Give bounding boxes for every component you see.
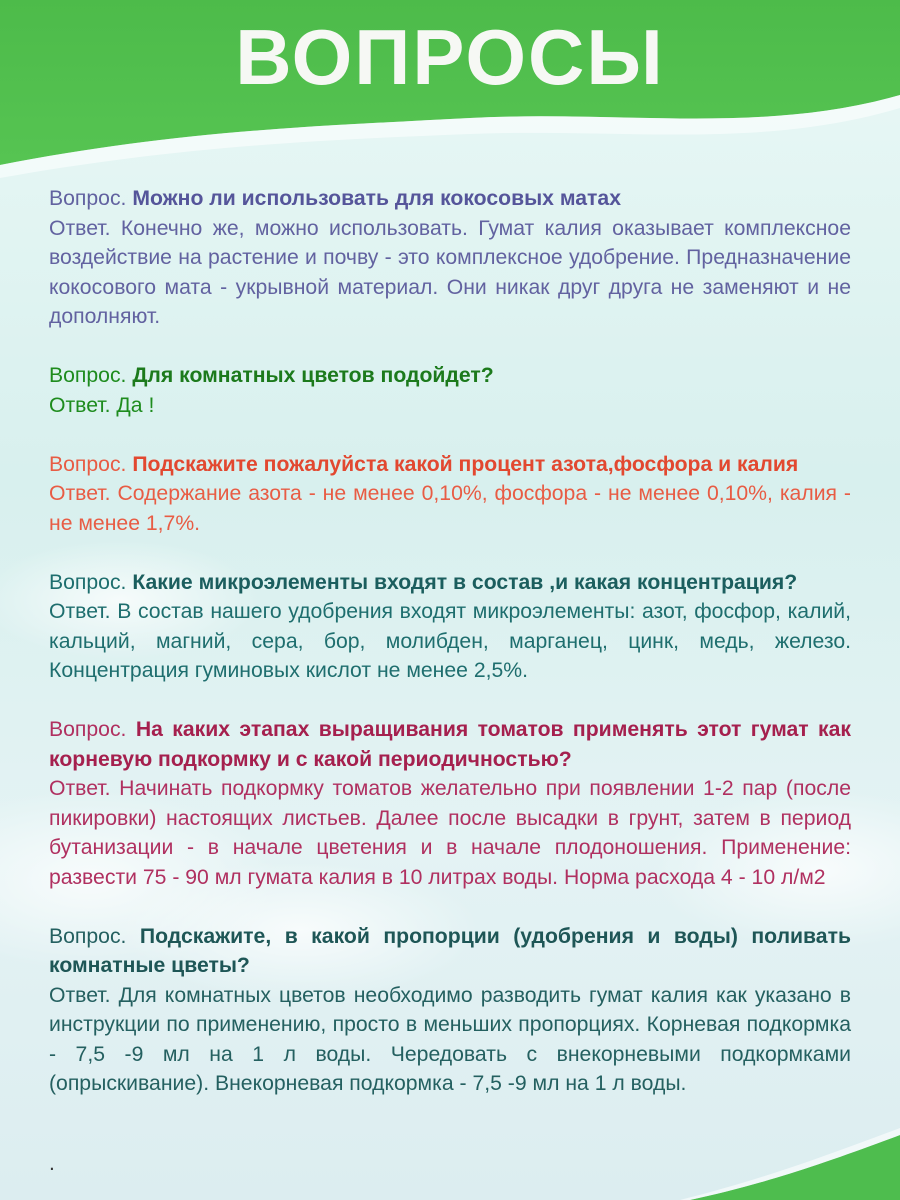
answer-text: Содержание азота - не менее 0,10%, фосфора - не менее 0,10%, калия - не менее 1,7%.: [49, 482, 851, 535]
qa-item: [49, 715, 851, 892]
trailing-mark: .: [49, 1152, 55, 1175]
answer-label: Ответ.: [49, 393, 111, 417]
answer-text: В состав нашего удобрения входят микроэлементы: азот, фосфор, калий, кальций, магний, сера, бор, молибден, марганец, цинк, медь, железо. Концентрация гуминовых кислот не менее 2,5%.: [49, 600, 852, 682]
answer-text: Начинать подкормку томатов желательно при появлении 1-2 пар (после пикировки) настоящих листьев. Далее после высадки в грунт, затем в период бутанизации - в начале цветения и в начале плодоношения. Применение: развести 75 - 90 мл гумата калия в 10 литрах воды. Норма расхода 4 - 10 л/м2: [49, 777, 851, 889]
qa-item: [49, 184, 851, 332]
question-label: Вопрос.: [49, 924, 127, 948]
footer-wave: [0, 1135, 900, 1200]
question-text: Подскажите пожалуйста какой процент азота,фосфора и калия: [132, 452, 799, 476]
answer-text: Конечно же, можно использовать. Гумат калия оказывает комплексное воздействие на растение и почву - это комплексное удобрение. Предназначение кокосового мата - укрывной материал. Они никак друг друга не заменяют и не дополняют.: [49, 216, 851, 328]
answer: [49, 981, 851, 1099]
qa-list: [49, 184, 851, 1128]
answer: [49, 214, 851, 332]
answer: [49, 479, 851, 538]
answer-label: Ответ.: [49, 482, 111, 505]
answer-label: Ответ.: [49, 216, 111, 240]
answer-text: Да !: [116, 393, 155, 417]
question-label: Вопрос.: [49, 570, 127, 594]
qa-item: [49, 450, 851, 539]
answer-text: Для комнатных цветов необходимо разводить гумат калия как указано в инструкции по применению, просто в меньших пропорциях. Корневая подкормка - 7,5 -9 мл на 1 л воды. Чередовать с внекорневыми подкормками (опрыскивание). Внекорневая подкормка - 7,5 -9 мл на 1 л воды.: [49, 983, 851, 1095]
answer-label: Ответ.: [49, 600, 111, 623]
answer: [49, 391, 851, 421]
answer-label: Ответ.: [49, 777, 111, 800]
question-label: Вопрос.: [49, 364, 127, 387]
question: [49, 361, 851, 391]
question: [49, 184, 851, 214]
question-text: Для комнатных цветов подойдет?: [132, 364, 494, 387]
answer: [49, 774, 851, 892]
question-text: Какие микроэлементы входят в состав ,и какая концентрация?: [132, 570, 798, 594]
qa-item: [49, 361, 851, 420]
question-label: Вопрос.: [49, 187, 127, 210]
question: [49, 715, 851, 774]
question: [49, 922, 851, 981]
question-label: Вопрос.: [49, 452, 127, 476]
question-label: Вопрос.: [49, 718, 127, 741]
answer-label: Ответ.: [49, 983, 111, 1007]
qa-item: [49, 568, 851, 686]
question-text: Подскажите, в какой пропорции (удобрения и воды) поливать комнатные цветы?: [49, 924, 851, 977]
answer: [49, 597, 851, 686]
page-title: ВОПРОСЫ: [235, 13, 665, 101]
question: [49, 450, 851, 480]
question-text: На каких этапах выращивания томатов применять этот гумат как корневую подкормку и с какой периодичностью?: [49, 718, 851, 771]
qa-item: [49, 922, 851, 1099]
question: [49, 568, 851, 598]
question-text: Можно ли использовать для кокосовых матах: [132, 187, 621, 210]
